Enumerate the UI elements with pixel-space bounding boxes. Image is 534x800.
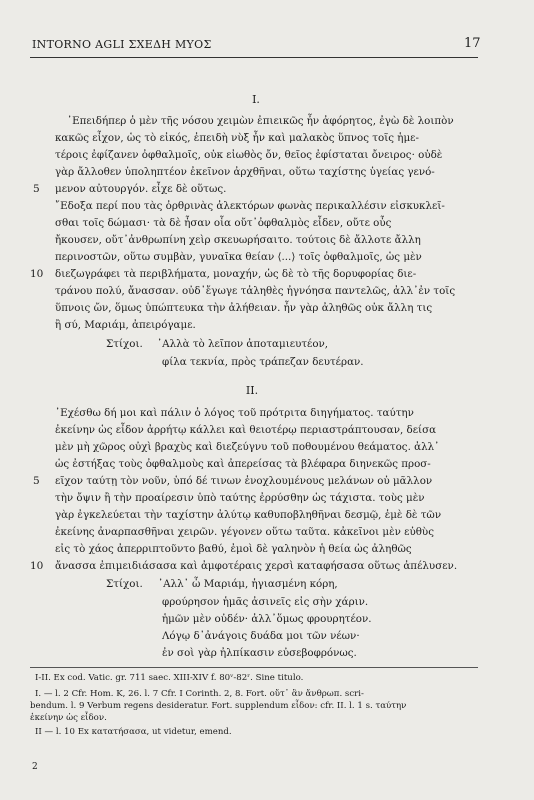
header-rule — [30, 57, 478, 58]
text-line: τὴν ὄψιν ἢ τὴν προαίρεσιν ὑπὸ ταύτης ἐρρύσθην ὡς τάχιστα. τοὺς μὲν — [55, 492, 425, 504]
text-line: ἄνασσα ἐπιμειδιάσασα καὶ ἀμφοτέραις χερσὶ καταφήσασα οὕτως ἀπέλυσεν. — [55, 560, 458, 572]
text-line: εῖχον ταύτῃ τὸν νοῦν, ὑπό δέ τινων ἐνοχλουμένους μελάνων οὐ μᾶλλον — [55, 475, 433, 487]
text-line: ἐκείνης ἀναρπασθῆναι χειρῶν. γέγονεν οὕτω ταῦτα. κἀκεῖνοι μὲν εὐθὺς — [55, 526, 434, 538]
text-line: ῎Εδοξα περί που τὰς ὀρθρινὰς ἀλεκτόρων φωνὰς περικαλλέσιν εἰσκυκλεῖ- — [55, 200, 445, 212]
text-line: ἢ σύ, Μαριάμ, ἀπειρόγαμε. — [55, 319, 196, 331]
section-numeral-1: I. — [252, 93, 260, 106]
footnote: II — l. 10 Ex κατατήσασα, ut videtur, emend. — [35, 727, 232, 737]
verse-line: Λόγῳ δ᾿ἀνάγοις δυάδα μοι τῶν νέων· — [162, 630, 360, 642]
verse-line: φρούρησον ἡμᾶς ἀσινεῖς εἰς σὴν χάριν. — [162, 596, 369, 608]
text-line: μὲν μὴ χῶρος οὐχὶ βραχὺς καὶ διεζεύγνυ τοῦ ποθουμένου θεάματος. ἀλλ᾿ — [55, 441, 440, 453]
text-line: γὰρ ἄλλοθεν ὑποληπτέον ἐκεῖνον ἀρχθῆναι, οὕτω ταχίστης ὑγείας γενό- — [55, 166, 435, 178]
verse-label: Στίχοι. — [106, 578, 143, 590]
footnote: I-II. Ex cod. Vatic. gr. 711 saec. XIII-XIV f. 80ᵛ-82ʳ. Sine titulo. — [35, 673, 304, 683]
line-number: 10 — [30, 560, 44, 572]
footnote-rule — [30, 667, 478, 668]
text-line: τέροις ἐφίζανεν ὀφθαλμοῖς, οὐκ εἰωθὸς ὄν, θεῖος ἐφίσταται ὄνειρος· οὐδὲ — [55, 149, 443, 161]
verse-line: φίλα τεκνία, πρὸς τράπεζαν δευτέραν. — [162, 356, 364, 368]
text-line: γὰρ ἐγκελεύεται τὴν ταχίστην ἀλύτῳ καθυποβληθῆναι δεσμῷ, ἐμὲ δὲ τῶν — [55, 509, 442, 521]
line-number: 5 — [33, 183, 40, 195]
running-title: INTORNO AGLI ΣΧΕΔΗ ΜΥΟΣ — [32, 38, 212, 51]
line-number: 10 — [30, 268, 44, 280]
text-line: εἰς τὸ χάος ἀπερριπτοῦντο βαθύ, ἐμοὶ δὲ γαληνὸν ἡ θεία ὡς ἀληθῶς — [55, 543, 412, 555]
text-line: κακῶς εἶχον, ὡς τὸ εἰκός, ἐπειδὴ νὺξ ἦν καὶ μαλακὸς ὕπνος τοῖς ἡμε- — [55, 132, 419, 144]
text-line: ὕπνοις ὤν, ὅμως ὑπώπτευκα τὴν ἀλήθειαν. ἦν γὰρ ἀληθῶς οὐκ ἄλλη τις — [55, 302, 433, 314]
section-numeral-2: II. — [245, 384, 259, 397]
text-line: διεζωγράφει τὰ περιβλήματα, μοναχήν, ὡς δὲ τὸ τῆς δορυφορίας διε- — [55, 268, 417, 280]
text-line: σθαι τοῖς δώμασι· τὰ δὲ ἦσαν οἷα οὔτ᾿ὀφθαλμὸς εἶδεν, οὔτε οὖς — [55, 217, 392, 229]
verse-label: Στίχοι. — [106, 338, 143, 350]
verse-line: ἐν σοὶ γὰρ ἠλπίκασιν εὐσεβοφρόνως. — [162, 647, 357, 659]
text-line: τράνου πολύ, ἄνασσαν. οὐδ᾿ἔγωγε τἀληθὲς ἠγνόησα παντελῶς, ἀλλ᾿ἐν τοῖς — [55, 285, 456, 297]
page-number: 17 — [464, 36, 481, 51]
verse-line: ᾿Αλλ᾿ ὦ Μαριάμ, ἡγιασμένη κόρη, — [158, 578, 338, 590]
footnote: ἐκείνην ὡς εἶδον. — [30, 713, 107, 723]
text-line: ᾿Εχέσθω δή μοι καὶ πάλιν ὁ λόγος τοῦ πρότριτα διηγήματος. ταύτην — [55, 407, 414, 419]
line-number: 5 — [33, 475, 40, 487]
footnote: I. — l. 2 Cfr. Hom. Κ, 26. l. 7 Cfr. I Corinth. 2, 8. Fort. οὔτ᾿ ἂν ἄνθρωπ. scri- — [35, 689, 364, 699]
text-line: περινοστῶν, οὕτω συμβὰν, γυναῖκα θείαν ⟨...⟩ τοῖς ὀφθαλμοῖς, ὡς μὲν — [55, 251, 422, 263]
text-line: ᾿Επειδήπερ ὁ μὲν τῆς νόσου χειμὼν ἐπιεικῶς ἦν ἀφόρητος, ἐγὼ δὲ λοιπὸν — [67, 115, 454, 127]
footnote: bendum. l. 9 Verbum regens desideratur. Fort. supplendum εἶδον: cfr. II. l. 1 s. ταύτην — [30, 701, 407, 711]
text-line: ὡς ἐστήξας τοὺς ὀφθαλμοὺς καὶ ἀπερείσας τὰ βλέφαρα διηνεκῶς προσ- — [55, 458, 431, 470]
text-line: μενον αὐτουργόν. εἶχε δὲ οὕτως. — [55, 183, 227, 195]
verse-line: ᾿Αλλὰ τὸ λεῖπον ἀποταμιευτέον, — [157, 338, 329, 350]
signature-mark: 2 — [32, 762, 38, 772]
text-line: ἐκείνην ὡς εἶδον ἀρρήτῳ κάλλει καὶ θειοτέρῳ περιαστράπτουσαν, δείσα — [55, 424, 437, 436]
verse-line: ἡμῶν μὲν οὐδέν· ἀλλ᾿ὅμως φρουρητέον. — [162, 613, 372, 625]
text-line: ἤκουσεν, οὔτ᾿ἀνθρωπίνη χεὶρ σκευωρήσαιτο. τούτοις δὲ ἄλλοτε ἄλλη — [55, 234, 421, 246]
